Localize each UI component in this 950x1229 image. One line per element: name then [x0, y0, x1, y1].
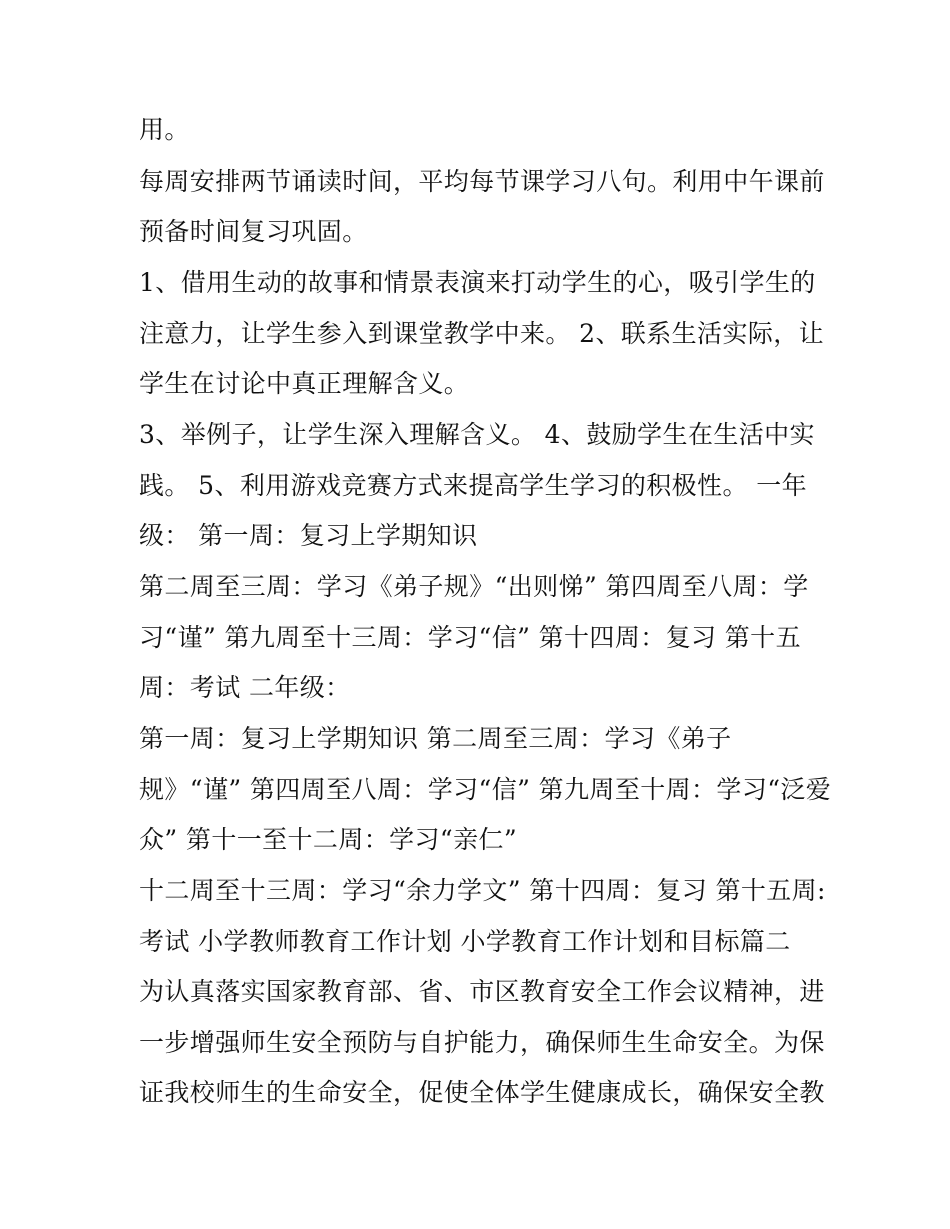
text-line: 级： 第一周：复习上学期知识 — [139, 521, 478, 550]
text-line: 第二周至三周：学习《弟子规》“出则悌” 第四周至八周：学 — [139, 572, 809, 601]
text-line: 规》“谨” 第四周至八周：学习“信” 第九周至十周：学习“泛爱 — [139, 775, 832, 804]
text-line: 第一周：复习上学期知识 第二周至三周：学习《弟子 — [139, 724, 732, 753]
text-line: 为认真落实国家教育部、省、市区教育安全工作会议精神，进 — [139, 977, 825, 1006]
text-line: 一步增强师生安全预防与自护能力，确保师生生命安全。为保 — [139, 1028, 825, 1057]
text-line: 证我校师生的生命安全，促使全体学生健康成长，确保安全教 — [139, 1078, 825, 1107]
text-line: 学生在讨论中真正理解含义。 — [139, 369, 470, 398]
text-line: 周：考试 二年级： — [139, 673, 351, 702]
text-line: 预备时间复习巩固。 — [139, 217, 368, 246]
text-line: 习“谨” 第九周至十三周：学习“信” 第十四周：复习 第十五 — [139, 623, 801, 652]
text-line: 众” 第十一至十二周：学习“亲仁” — [139, 825, 518, 854]
text-line: 1、借用生动的故事和情景表演来打动学生的心，吸引学生的 — [139, 268, 816, 297]
text-line: 3、举例子，让学生深入理解含义。 4、鼓励学生在生活中实 — [139, 420, 815, 449]
text-line: 考试 小学教师教育工作计划 小学教育工作计划和目标篇二 — [139, 927, 791, 956]
text-line: 十二周至十三周：学习“余力学文” 第十四周：复习 第十五周: — [139, 876, 826, 905]
text-line: 用。 — [139, 115, 190, 144]
text-line: 每周安排两节诵读时间，平均每节课学习八句。利用中午课前 — [139, 167, 825, 196]
text-line: 注意力，让学生参入到课堂教学中来。 2、联系生活实际，让 — [139, 319, 825, 348]
text-line: 践。 5、利用游戏竞赛方式来提高学生学习的积极性。 一年 — [139, 471, 808, 500]
